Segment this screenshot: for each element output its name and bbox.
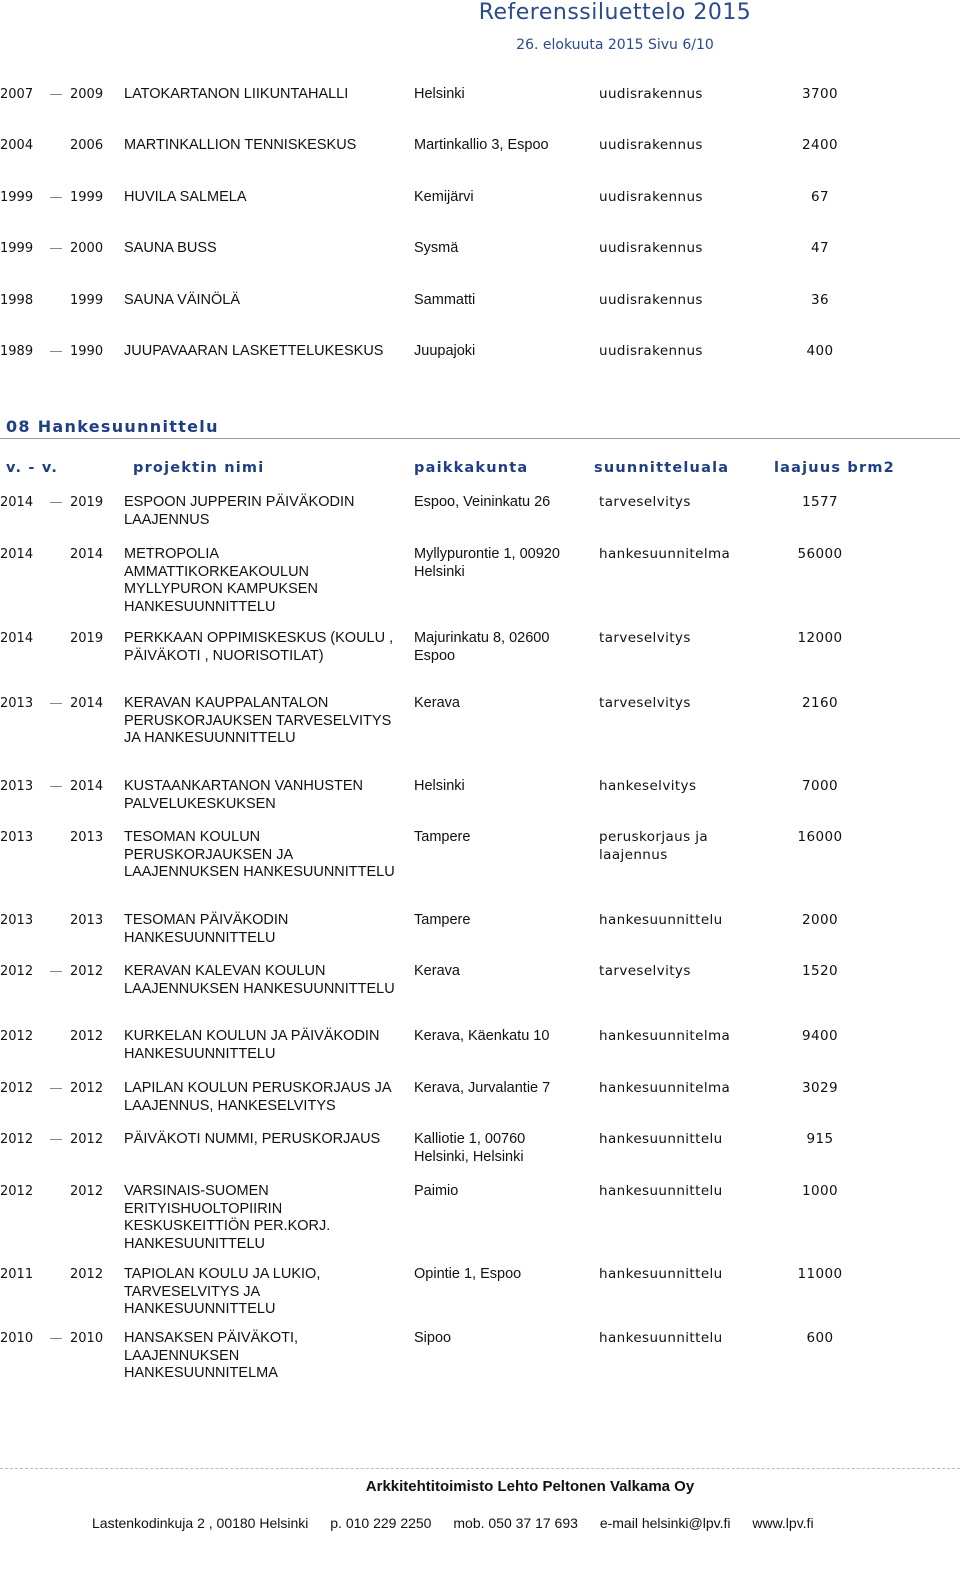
project-place: Myllypurontie 1, 00920 Helsinki xyxy=(414,546,560,580)
design-field: hankesuunnittelu xyxy=(599,1330,723,1346)
project-size: 11000 xyxy=(797,1266,843,1282)
project-size: 16000 xyxy=(797,829,843,845)
end-year: 2012 xyxy=(70,1132,104,1147)
project-size: 67 xyxy=(811,189,829,205)
project-name: PÄIVÄKOTI NUMMI, PERUSKORJAUS xyxy=(124,1131,381,1147)
design-field: peruskorjaus ja laajennus xyxy=(599,829,709,863)
project-name: KUSTAANKARTANON VANHUSTEN PALVELUKESKUKSEN xyxy=(124,778,364,812)
design-field: uudisrakennus xyxy=(599,189,703,205)
end-year: 2013 xyxy=(70,913,104,928)
end-year: 2019 xyxy=(70,495,104,510)
project-place: Majurinkatu 8, 02600 Espoo xyxy=(414,630,550,664)
project-size: 9400 xyxy=(802,1028,838,1044)
project-place: Sysmä xyxy=(414,240,459,256)
start-year: 1999 xyxy=(0,241,34,256)
design-field: hankesuunnittelu xyxy=(599,1183,723,1199)
col-header-years: v. - v. xyxy=(6,460,59,476)
start-year: 2012 xyxy=(0,1081,34,1096)
design-field: hankeselvitys xyxy=(599,778,697,794)
design-field: hankesuunnittelu xyxy=(599,1266,723,1282)
year-range-dash xyxy=(50,1338,62,1339)
col-header-size: laajuus brm2 xyxy=(774,460,895,476)
end-year: 2010 xyxy=(70,1331,104,1346)
project-place: Tampere xyxy=(414,912,471,928)
project-place: Juupajoki xyxy=(414,343,476,359)
start-year: 2012 xyxy=(0,1029,34,1044)
design-field: uudisrakennus xyxy=(599,86,703,102)
end-year: 2009 xyxy=(70,87,104,102)
project-place: Espoo, Veininkatu 26 xyxy=(414,494,551,510)
year-range-dash xyxy=(50,94,62,95)
start-year: 2007 xyxy=(0,87,34,102)
project-name: TESOMAN KOULUN PERUSKORJAUKSEN JA LAAJENNUKSEN HANKESUUNNITTELU xyxy=(124,829,395,880)
design-field: hankesuunnitelma xyxy=(599,1080,731,1096)
project-size: 1000 xyxy=(802,1183,838,1199)
footer-company-name: Arkkitehtitoimisto Lehto Peltonen Valkama Oy xyxy=(365,1478,695,1495)
project-name: TAPIOLAN KOULU JA LUKIO, TARVESELVITYS JA HANKESUUNNITTELU xyxy=(124,1266,321,1317)
project-name: LATOKARTANON LIIKUNTAHALLI xyxy=(124,86,349,102)
design-field: uudisrakennus xyxy=(599,240,703,256)
project-size: 2400 xyxy=(802,137,838,153)
design-field: hankesuunnitelma xyxy=(599,1028,731,1044)
start-year: 2012 xyxy=(0,1184,34,1199)
col-header-place: paikkakunta xyxy=(414,460,529,476)
start-year: 2011 xyxy=(0,1267,34,1282)
start-year: 2014 xyxy=(0,631,34,646)
end-year: 2006 xyxy=(70,138,104,153)
start-year: 2013 xyxy=(0,696,34,711)
project-place: Sammatti xyxy=(414,292,476,308)
end-year: 2012 xyxy=(70,1029,104,1044)
col-header-project-name: projektin nimi xyxy=(133,460,265,476)
end-year: 1999 xyxy=(70,190,104,205)
project-place: Kerava xyxy=(414,695,460,711)
start-year: 2012 xyxy=(0,964,34,979)
project-name: JUUPAVAARAN LASKETTELUKESKUS xyxy=(124,343,384,359)
start-year: 2004 xyxy=(0,138,34,153)
start-year: 2010 xyxy=(0,1331,34,1346)
end-year: 2014 xyxy=(70,779,104,794)
end-year: 1999 xyxy=(70,293,104,308)
end-year: 2013 xyxy=(70,830,104,845)
document-title: Referenssiluettelo 2015 xyxy=(478,0,752,25)
project-name: KERAVAN KALEVAN KOULUN LAAJENNUKSEN HANKESUUNNITTELU xyxy=(124,963,395,997)
footer-contact xyxy=(92,1515,832,1531)
project-size: 7000 xyxy=(802,778,838,794)
start-year: 2014 xyxy=(0,495,34,510)
design-field: hankesuunnitelma xyxy=(599,546,731,562)
start-year: 2013 xyxy=(0,830,34,845)
project-size: 3700 xyxy=(802,86,838,102)
project-size: 56000 xyxy=(797,546,843,562)
design-field: hankesuunnittelu xyxy=(599,912,723,928)
start-year: 2013 xyxy=(0,913,34,928)
col-header-design-field: suunnitteluala xyxy=(594,460,730,476)
year-range-dash xyxy=(50,971,62,972)
year-range-dash xyxy=(50,786,62,787)
project-place: Helsinki xyxy=(414,778,465,794)
end-year: 2000 xyxy=(70,241,104,256)
project-size: 400 xyxy=(806,343,834,359)
year-range-dash xyxy=(50,1088,62,1089)
section-divider xyxy=(0,438,960,439)
project-name: TESOMAN PÄIVÄKODIN HANKESUUNNITTELU xyxy=(124,912,289,946)
end-year: 2012 xyxy=(70,1184,104,1199)
project-size: 600 xyxy=(806,1330,834,1346)
start-year: 2013 xyxy=(0,779,34,794)
project-size: 47 xyxy=(811,240,829,256)
end-year: 2014 xyxy=(70,696,104,711)
project-name: HUVILA SALMELA xyxy=(124,189,247,205)
project-name: MARTINKALLION TENNISKESKUS xyxy=(124,137,357,153)
project-name: HANSAKSEN PÄIVÄKOTI, LAAJENNUKSEN HANKESUUNNITELMA xyxy=(124,1330,299,1381)
start-year: 1999 xyxy=(0,190,34,205)
footer-phone: p. 010 229 2250 xyxy=(330,1515,432,1531)
project-place: Kerava xyxy=(414,963,460,979)
project-place: Helsinki xyxy=(414,86,465,102)
project-size: 36 xyxy=(811,292,829,308)
year-range-dash xyxy=(50,1139,62,1140)
project-name: KERAVAN KAUPPALANTALON PERUSKORJAUKSEN TARVESELVITYS JA HANKESUUNNITTELU xyxy=(124,695,392,746)
end-year: 2012 xyxy=(70,964,104,979)
end-year: 2012 xyxy=(70,1267,104,1282)
end-year: 2019 xyxy=(70,631,104,646)
year-range-dash xyxy=(50,248,62,249)
design-field: tarveselvitys xyxy=(599,963,691,979)
design-field: uudisrakennus xyxy=(599,137,703,153)
project-name: KURKELAN KOULUN JA PÄIVÄKODIN HANKESUUNNITTELU xyxy=(124,1028,380,1062)
start-year: 1998 xyxy=(0,293,34,308)
year-range-dash xyxy=(50,502,62,503)
project-size: 915 xyxy=(806,1131,834,1147)
end-year: 1990 xyxy=(70,344,104,359)
year-range-dash xyxy=(50,703,62,704)
project-place: Martinkallio 3, Espoo xyxy=(414,137,549,153)
project-name: LAPILAN KOULUN PERUSKORJAUS JA LAAJENNUS, HANKESELVITYS xyxy=(124,1080,391,1114)
project-place: Kerava, Käenkatu 10 xyxy=(414,1028,550,1044)
project-size: 1577 xyxy=(802,494,838,510)
design-field: uudisrakennus xyxy=(599,292,703,308)
project-name: SAUNA BUSS xyxy=(124,240,217,256)
start-year: 2014 xyxy=(0,547,34,562)
project-size: 3029 xyxy=(802,1080,838,1096)
project-place: Tampere xyxy=(414,829,471,845)
date-page-info: 26. elokuuta 2015 Sivu 6/10 xyxy=(516,37,714,53)
end-year: 2012 xyxy=(70,1081,104,1096)
design-field: hankesuunnittelu xyxy=(599,1131,723,1147)
project-name: METROPOLIA AMMATTIKORKEAKOULUN MYLLYPURON KAMPUKSEN HANKESUUNNITTELU xyxy=(124,546,318,615)
footer-address: Lastenkodinkuja 2 , 00180 Helsinki xyxy=(92,1515,309,1531)
footer-mobile: mob. 050 37 17 693 xyxy=(453,1515,578,1531)
project-size: 1520 xyxy=(802,963,838,979)
project-place: Kerava, Jurvalantie 7 xyxy=(414,1080,551,1096)
project-size: 12000 xyxy=(797,630,843,646)
design-field: tarveselvitys xyxy=(599,630,691,646)
project-place: Opintie 1, Espoo xyxy=(414,1266,522,1282)
project-name: PERKKAAN OPPIMISKESKUS (KOULU , PÄIVÄKOTI , NUORISOTILAT) xyxy=(124,630,394,664)
project-size: 2160 xyxy=(802,695,838,711)
design-field: tarveselvitys xyxy=(599,695,691,711)
start-year: 2012 xyxy=(0,1132,34,1147)
year-range-dash xyxy=(50,351,62,352)
footer-email: e-mail helsinki@lpv.fi xyxy=(599,1515,731,1531)
year-range-dash xyxy=(50,197,62,198)
design-field: uudisrakennus xyxy=(599,343,703,359)
design-field: tarveselvitys xyxy=(599,494,691,510)
end-year: 2014 xyxy=(70,547,104,562)
project-place: Paimio xyxy=(414,1183,459,1199)
footer-website: www.lpv.fi xyxy=(752,1515,814,1531)
project-place: Kalliotie 1, 00760 Helsinki, Helsinki xyxy=(414,1131,526,1165)
project-name: VARSINAIS-SUOMEN ERITYISHUOLTOPIIRIN KESKUSKEITTIÖN PER.KORJ. HANKESUUNITTELU xyxy=(124,1183,331,1252)
footer-divider xyxy=(0,1468,960,1469)
section-title: 08 Hankesuunnittelu xyxy=(6,417,219,436)
project-place: Kemijärvi xyxy=(414,189,474,205)
project-name: SAUNA VÄINÖLÄ xyxy=(124,292,241,308)
project-size: 2000 xyxy=(802,912,838,928)
project-place: Sipoo xyxy=(414,1330,452,1346)
project-name: ESPOON JUPPERIN PÄIVÄKODIN LAAJENNUS xyxy=(124,494,355,528)
start-year: 1989 xyxy=(0,344,34,359)
